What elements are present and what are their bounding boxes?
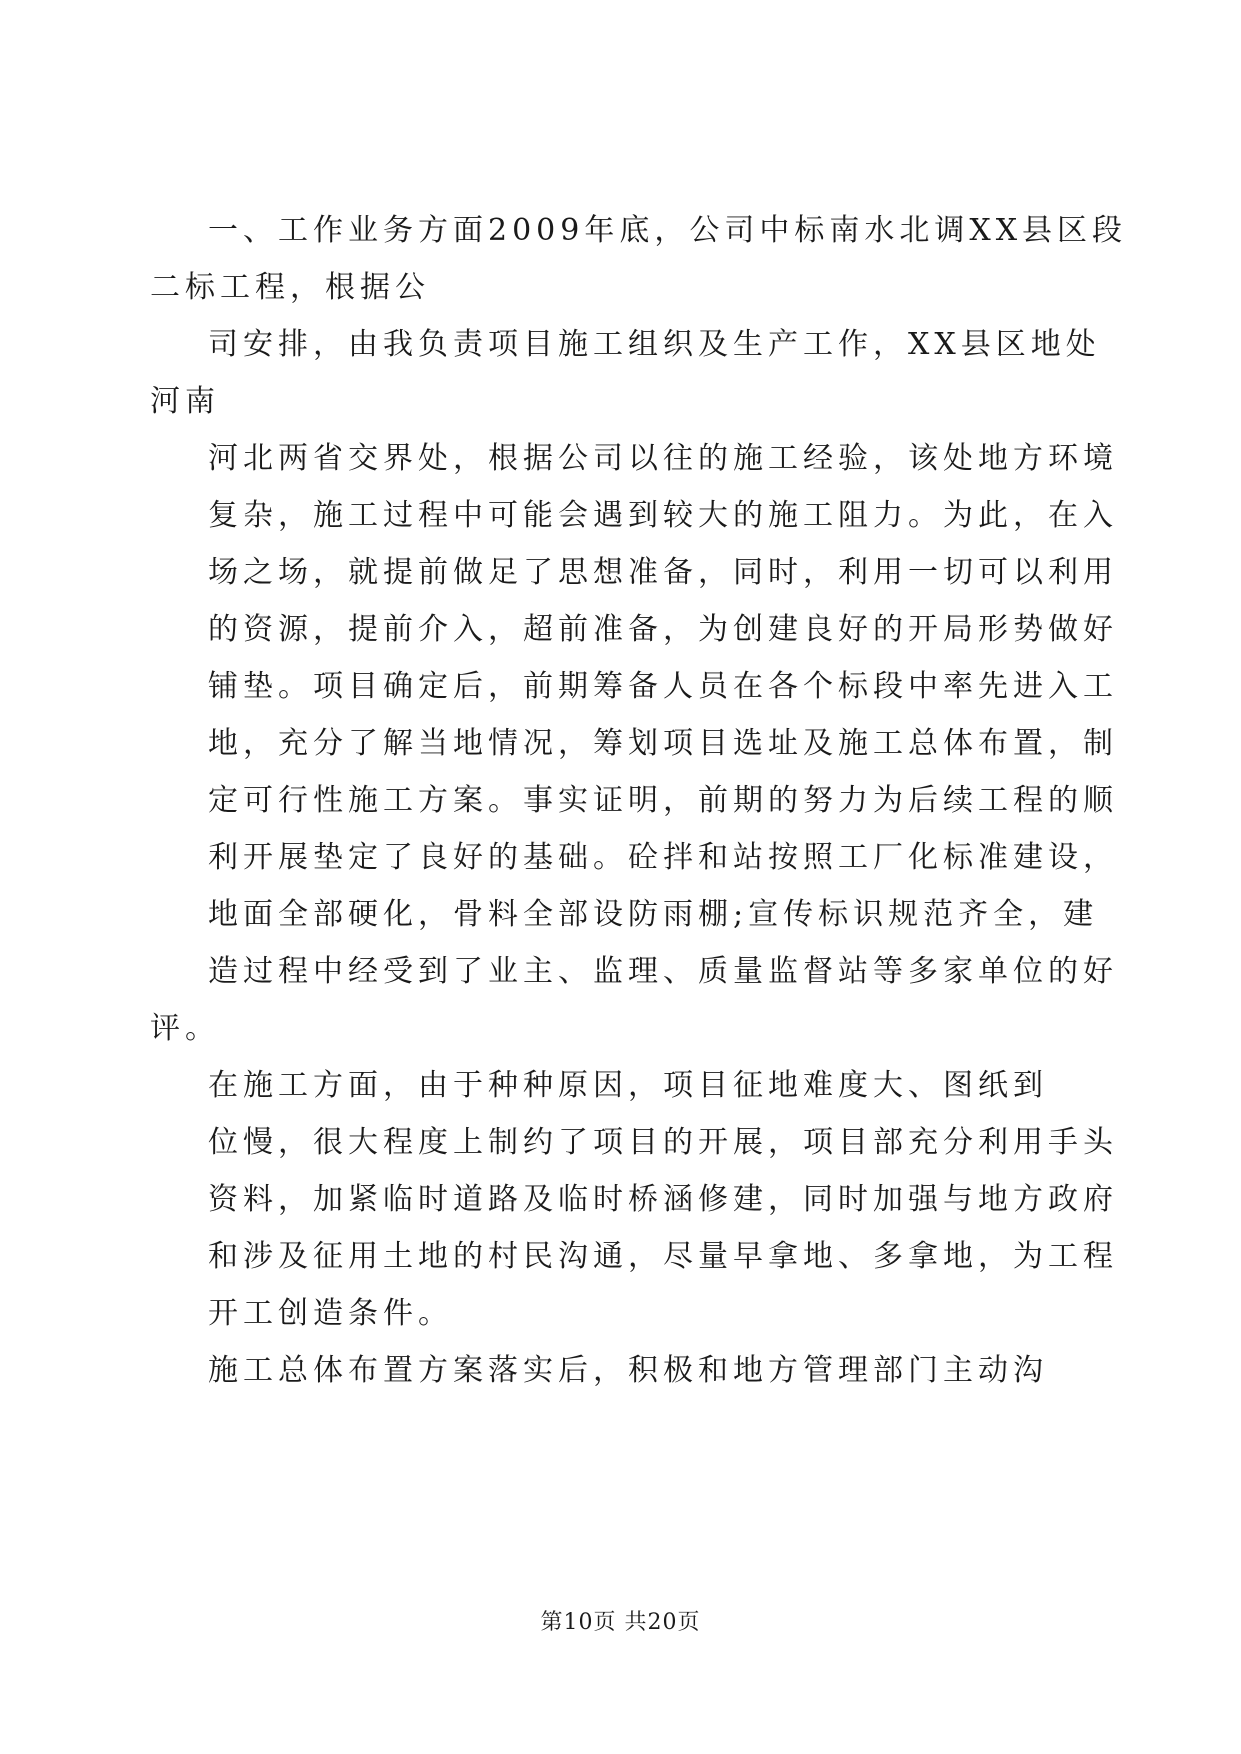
text-line: 复杂，施工过程中可能会遇到较大的施工阻力。为此，在入: [208, 498, 1118, 533]
text-line: 位慢，很大程度上制约了项目的开展，项目部充分利用手头: [208, 1125, 1118, 1160]
text-line: 评。: [150, 1011, 220, 1046]
text-line: 铺垫。项目确定后，前期筹备人员在各个标段中率先进入工: [208, 669, 1118, 704]
text-line: 资料，加紧临时道路及临时桥涵修建，同时加强与地方政府: [208, 1182, 1118, 1217]
text-line: 在施工方面，由于种种原因，项目征地难度大、图纸到: [208, 1068, 1048, 1103]
text-line: 开工创造条件。: [208, 1296, 453, 1331]
text-line: 一、工作业务方面2009年底，公司中标南水北调XX县区段: [208, 213, 1128, 248]
text-line: 场之场，就提前做足了思想准备，同时，利用一切可以利用: [208, 555, 1118, 590]
text-line: 河北两省交界处，根据公司以往的施工经验，该处地方环境: [208, 441, 1118, 476]
page-number-footer: 第10页 共20页: [540, 1610, 701, 1635]
text-line: 定可行性施工方案。事实证明，前期的努力为后续工程的顺: [208, 783, 1118, 818]
text-line: 利开展垫定了良好的基础。砼拌和站按照工厂化标准建设，: [208, 840, 1118, 875]
text-line: 二标工程，根据公: [150, 270, 430, 305]
text-line: 的资源，提前介入，超前准备，为创建良好的开局形势做好: [208, 612, 1118, 647]
text-line: 司安排，由我负责项目施工组织及生产工作，XX县区地处: [208, 327, 1101, 362]
text-line: 造过程中经受到了业主、监理、质量监督站等多家单位的好: [208, 954, 1118, 989]
text-line: 施工总体布置方案落实后，积极和地方管理部门主动沟: [208, 1353, 1048, 1388]
text-line: 地面全部硬化，骨料全部设防雨棚;宣传标识规范齐全，建: [208, 897, 1099, 932]
text-line: 地，充分了解当地情况，筹划项目选址及施工总体布置，制: [208, 726, 1118, 761]
text-line: 和涉及征用土地的村民沟通，尽量早拿地、多拿地，为工程: [208, 1239, 1118, 1274]
text-line: 河南: [150, 384, 220, 419]
